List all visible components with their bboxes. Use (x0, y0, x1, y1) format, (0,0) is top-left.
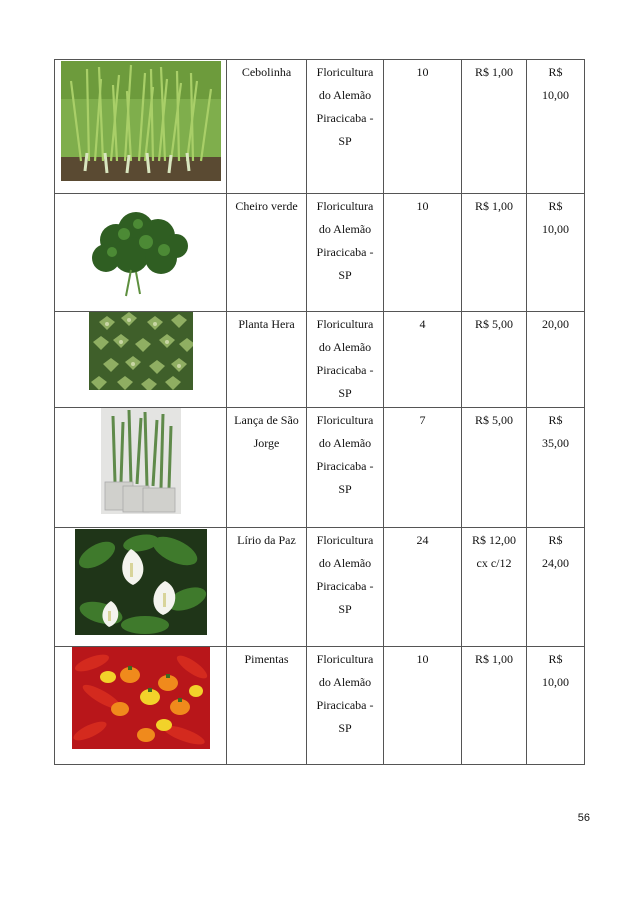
peppers-photo (72, 647, 210, 749)
quantity: 10 (416, 652, 429, 666)
supplier-line: SP (338, 386, 352, 400)
supplier-line: do Alemão (318, 556, 372, 570)
product-name: Lança de São Jorge (234, 413, 299, 450)
supplier-line: Piracicaba - (316, 698, 374, 712)
table-row (55, 528, 585, 647)
total-cell (527, 60, 585, 194)
product-name: Pimentas (244, 652, 289, 666)
image-cell (55, 60, 227, 194)
total-cell (527, 194, 585, 312)
quantity: 10 (416, 65, 429, 79)
quantity: 7 (419, 413, 426, 427)
parsley-photo (76, 200, 206, 300)
quantity: 4 (419, 317, 426, 331)
supplier-line: Piracicaba - (316, 363, 374, 377)
unit-price: R$ 5,00 (474, 317, 513, 331)
supplier-line: SP (338, 482, 352, 496)
product-name: Planta Hera (238, 317, 295, 331)
image-cell (55, 312, 227, 408)
product-name: Cebolinha (241, 65, 292, 79)
supplier-cell (307, 528, 384, 647)
unit-price-cell (462, 312, 527, 408)
total-cell (527, 408, 585, 528)
unit-price-cell (462, 647, 527, 765)
snake-plant-photo (101, 408, 181, 514)
supplier-line: SP (338, 721, 352, 735)
supplier-line: do Alemão (318, 222, 372, 236)
supplier-line: SP (338, 602, 352, 616)
supplier-line: Floricultura (316, 652, 374, 666)
total-line: R$ (548, 533, 563, 547)
chives-photo (61, 61, 221, 181)
unit-price: R$ 1,00 (474, 199, 513, 213)
image-cell (55, 528, 227, 647)
table-row (55, 408, 585, 528)
image-cell (55, 647, 227, 765)
product-name-cell (227, 312, 307, 408)
unit-price-cell (462, 528, 527, 647)
quantity: 24 (416, 533, 429, 547)
quantity-cell (384, 528, 462, 647)
quantity-cell (384, 408, 462, 528)
quantity-cell (384, 647, 462, 765)
total-line: R$ (548, 652, 563, 666)
product-name-cell (227, 647, 307, 765)
product-name-cell (227, 60, 307, 194)
quantity: 10 (416, 199, 429, 213)
supplier-line: Piracicaba - (316, 111, 374, 125)
supplier-line: do Alemão (318, 675, 372, 689)
total-line: 20,00 (542, 317, 569, 331)
total-cell (527, 312, 585, 408)
supplier-line: Piracicaba - (316, 245, 374, 259)
total-line: 10,00 (542, 675, 569, 689)
image-cell (55, 194, 227, 312)
total-line: 24,00 (542, 556, 569, 570)
product-name-cell (227, 408, 307, 528)
table-row (55, 194, 585, 312)
table-row (55, 647, 585, 765)
product-name: Cheiro verde (235, 199, 298, 213)
supplier-cell (307, 312, 384, 408)
unit-price: R$ 1,00 (474, 65, 513, 79)
total-line: R$ (548, 199, 563, 213)
supplier-line: SP (338, 134, 352, 148)
unit-price: R$ 1,00 (474, 652, 513, 666)
supplier-cell (307, 60, 384, 194)
supplier-cell (307, 408, 384, 528)
image-cell (55, 408, 227, 528)
supplier-line: do Alemão (318, 340, 372, 354)
table-row (55, 312, 585, 408)
total-line: 35,00 (542, 436, 569, 450)
supplier-cell (307, 194, 384, 312)
supplier-line: SP (338, 268, 352, 282)
supplier-line: Floricultura (316, 65, 374, 79)
unit-price-note: cx c/12 (476, 556, 512, 570)
unit-price-cell (462, 408, 527, 528)
supplier-line: do Alemão (318, 88, 372, 102)
total-line: R$ (548, 65, 563, 79)
page-number: 56 (577, 812, 590, 824)
total-cell (527, 647, 585, 765)
unit-price: R$ 12,00 (471, 533, 516, 547)
supplier-line: Floricultura (316, 317, 374, 331)
total-cell (527, 528, 585, 647)
supplier-line: Piracicaba - (316, 579, 374, 593)
supplier-cell (307, 647, 384, 765)
ivy-photo (89, 312, 193, 390)
quantity-cell (384, 194, 462, 312)
total-line: 10,00 (542, 222, 569, 236)
product-name: Lírio da Paz (237, 533, 296, 547)
unit-price-cell (462, 194, 527, 312)
supplier-line: Floricultura (316, 413, 374, 427)
product-table (54, 59, 585, 765)
product-name-cell (227, 194, 307, 312)
quantity-cell (384, 312, 462, 408)
supplier-line: Floricultura (316, 199, 374, 213)
unit-price: R$ 5,00 (474, 413, 513, 427)
supplier-line: do Alemão (318, 436, 372, 450)
product-name-cell (227, 528, 307, 647)
supplier-line: Piracicaba - (316, 459, 374, 473)
supplier-line: Floricultura (316, 533, 374, 547)
total-line: R$ (548, 413, 563, 427)
peace-lily-photo (75, 529, 207, 635)
unit-price-cell (462, 60, 527, 194)
table-row (55, 60, 585, 194)
quantity-cell (384, 60, 462, 194)
total-line: 10,00 (542, 88, 569, 102)
